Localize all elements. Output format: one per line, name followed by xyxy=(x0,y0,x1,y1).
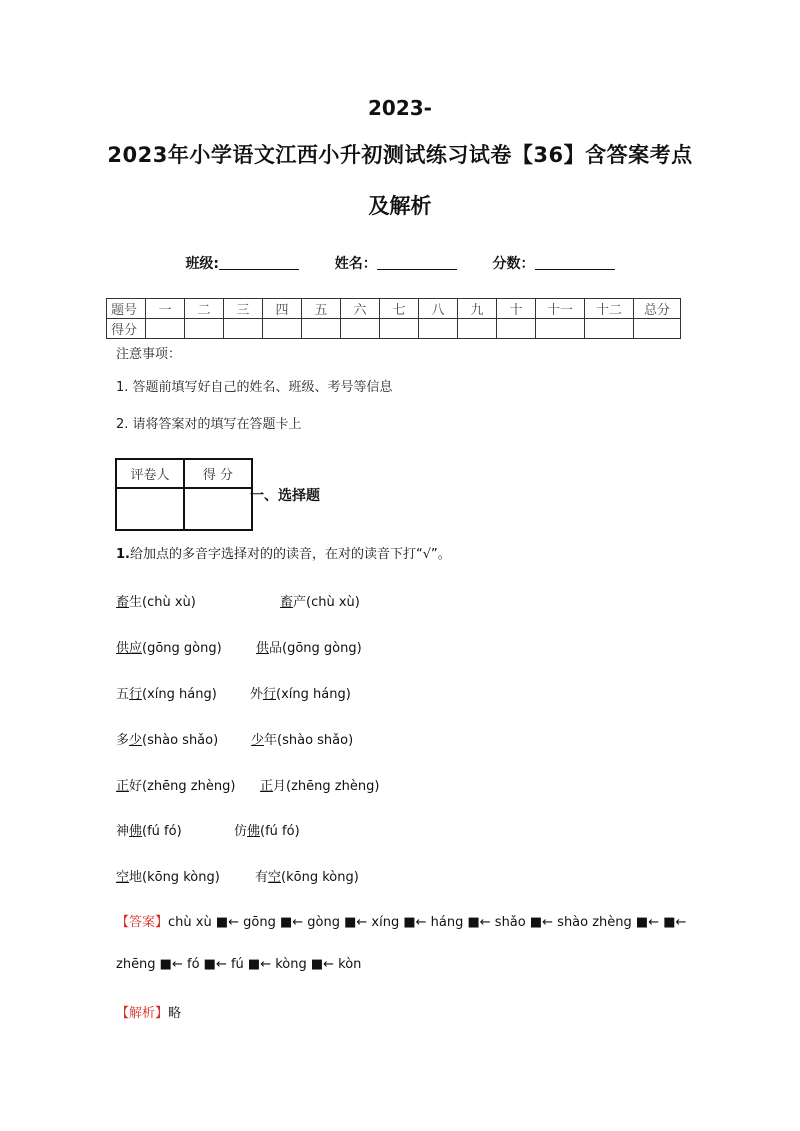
score-cell[interactable] xyxy=(185,319,224,339)
word-pair-row xyxy=(116,683,351,702)
score-table-header-row xyxy=(107,299,681,319)
score-table-header-cell: 二 xyxy=(185,299,224,319)
score-table-header-cell: 十二 xyxy=(585,299,634,319)
score-row-label: 得分 xyxy=(107,319,146,339)
grader-label: 评卷人 xyxy=(116,459,184,488)
word-a-char: 供应 xyxy=(116,641,143,656)
word-pair-row xyxy=(116,591,360,610)
score-cell[interactable] xyxy=(224,319,263,339)
word-b-char: 佛 xyxy=(247,824,261,839)
score-cell[interactable] xyxy=(585,319,634,339)
score-cell[interactable] xyxy=(263,319,302,339)
word-pair-row xyxy=(116,866,359,885)
score-table-header-cell: 六 xyxy=(341,299,380,319)
grader-cell[interactable] xyxy=(116,488,184,530)
word-a-char: 空 xyxy=(116,870,130,885)
word-b-char: 少 xyxy=(251,733,265,748)
word-a-prefix: 多 xyxy=(116,733,130,748)
word-b-pinyin[interactable]: (fú fó) xyxy=(260,824,300,839)
question-text: 给加点的多音字选择对的的读音，在对的读音下打“√”。 xyxy=(129,547,451,562)
class-label: 班级: xyxy=(185,256,220,272)
word-b-char: 行 xyxy=(263,687,277,702)
word-b-char: 畜 xyxy=(280,595,294,610)
name-label: 姓名： xyxy=(334,256,377,272)
word-a-pinyin[interactable]: 生(chù xù) xyxy=(129,595,196,610)
score-table-header-cell: 四 xyxy=(263,299,302,319)
word-a-pinyin[interactable]: (gōng gòng) xyxy=(142,641,222,656)
score-cell[interactable] xyxy=(419,319,458,339)
score-cell[interactable] xyxy=(458,319,497,339)
score-table-header-cell: 八 xyxy=(419,299,458,319)
notes-heading: 注意事项： xyxy=(116,347,182,362)
analysis-text: 略 xyxy=(168,1006,182,1021)
score-table-header-cell: 七 xyxy=(380,299,419,319)
word-b-prefix: 外 xyxy=(250,687,264,702)
word-b-pinyin[interactable]: (xíng háng) xyxy=(276,687,351,702)
grader-table xyxy=(115,458,253,531)
student-info-row xyxy=(0,253,800,273)
score-table-header-cell: 三 xyxy=(224,299,263,319)
grader-score-label: 得 分 xyxy=(184,459,252,488)
word-b-prefix: 有 xyxy=(255,870,269,885)
title-line-1: 2023- xyxy=(368,96,432,120)
word-a-char: 佛 xyxy=(129,824,143,839)
word-b-pinyin[interactable]: 年(shào shǎo) xyxy=(264,733,354,748)
score-cell[interactable] xyxy=(302,319,341,339)
word-pair-row xyxy=(116,729,354,748)
word-pair-row xyxy=(116,820,300,839)
answer-label: 【答案】 xyxy=(116,915,169,930)
word-b-char: 正 xyxy=(260,779,274,794)
score-cell[interactable] xyxy=(146,319,185,339)
word-pair-row xyxy=(116,775,380,794)
class-field[interactable] xyxy=(219,255,299,270)
name-field[interactable] xyxy=(377,255,457,270)
grader-score-cell[interactable] xyxy=(184,488,252,530)
answer-line-2: zhēng ■← fó ■← fú ■← kòng ■← kòn xyxy=(116,957,362,972)
word-a-char: 正 xyxy=(116,779,130,794)
score-table-score-row xyxy=(107,319,681,339)
question-1 xyxy=(116,543,451,562)
score-table-header-cell: 九 xyxy=(458,299,497,319)
analysis-line xyxy=(116,1002,181,1021)
word-a-char: 畜 xyxy=(116,595,130,610)
word-a-char: 少 xyxy=(129,733,143,748)
answer-line-1 xyxy=(116,911,686,930)
word-a-prefix: 五 xyxy=(116,687,130,702)
answer-text: chù xù ■← gōng ■← gòng ■← xíng ■← háng ■← shǎo ■← shào zhèng ■← ■← xyxy=(168,915,687,930)
score-table xyxy=(106,298,681,339)
word-b-prefix: 仿 xyxy=(234,824,248,839)
score-cell[interactable] xyxy=(634,319,681,339)
score-cell[interactable] xyxy=(341,319,380,339)
note-item: 2. 请将答案对的填写在答题卡上 xyxy=(116,417,302,432)
analysis-label: 【解析】 xyxy=(116,1006,169,1021)
score-table-header-cell: 题号 xyxy=(107,299,146,319)
score-field[interactable] xyxy=(535,255,615,270)
title-line-2: 2023年小学语文江西小升初测试练习试卷【36】含答案考点 xyxy=(107,143,693,167)
score-cell[interactable] xyxy=(536,319,585,339)
score-table-header-cell: 一 xyxy=(146,299,185,319)
word-pair-row xyxy=(116,637,362,656)
word-a-pinyin[interactable]: 地(kōng kòng) xyxy=(129,870,220,885)
word-a-pinyin[interactable]: (fú fó) xyxy=(142,824,182,839)
word-b-pinyin[interactable]: 产(chù xù) xyxy=(293,595,360,610)
section-title: 一、选择题 xyxy=(250,488,320,504)
word-b-char: 供 xyxy=(256,641,270,656)
score-cell[interactable] xyxy=(497,319,536,339)
score-cell[interactable] xyxy=(380,319,419,339)
word-a-pinyin[interactable]: 好(zhēng zhèng) xyxy=(129,779,236,794)
word-a-pinyin[interactable]: (shào shǎo) xyxy=(142,733,219,748)
score-label: 分数： xyxy=(492,256,535,272)
word-b-pinyin[interactable]: 品(gōng gòng) xyxy=(269,641,362,656)
word-a-prefix: 神 xyxy=(116,824,130,839)
word-a-char: 行 xyxy=(129,687,143,702)
score-table-header-cell: 五 xyxy=(302,299,341,319)
word-b-char: 空 xyxy=(268,870,282,885)
question-number: 1. xyxy=(116,547,130,562)
score-table-header-cell: 十一 xyxy=(536,299,585,319)
word-a-pinyin[interactable]: (xíng háng) xyxy=(142,687,217,702)
score-table-header-cell: 总分 xyxy=(634,299,681,319)
title-line-3: 及解析 xyxy=(368,194,432,218)
word-b-pinyin[interactable]: (kōng kòng) xyxy=(281,870,359,885)
word-b-pinyin[interactable]: 月(zhēng zhèng) xyxy=(273,779,380,794)
note-item: 1. 答题前填写好自己的姓名、班级、考号等信息 xyxy=(116,380,393,395)
score-table-header-cell: 十 xyxy=(497,299,536,319)
